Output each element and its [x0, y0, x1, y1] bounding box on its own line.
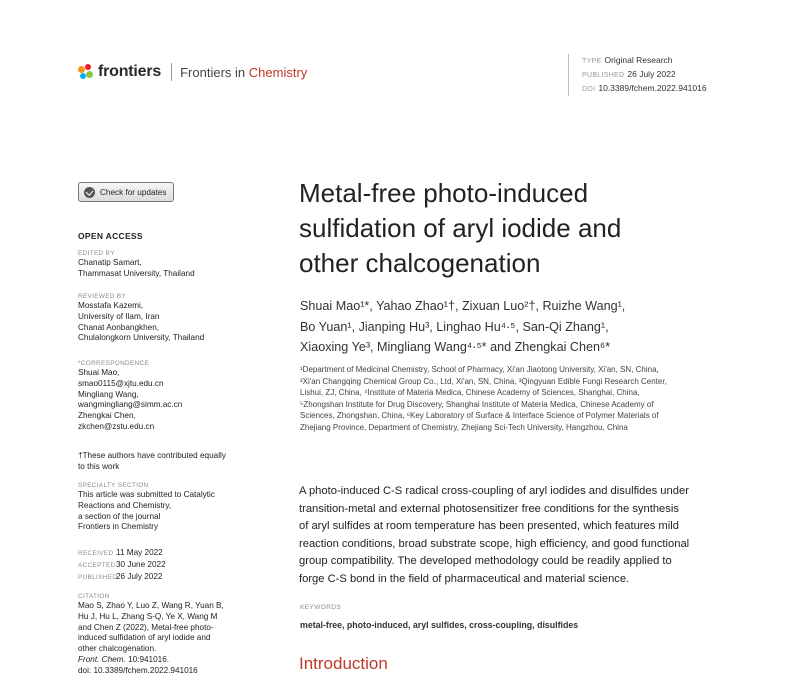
specialty-section: SPECIALTY SECTION This article was submitted to Catalytic Reactions and Chemistry, a section of the journal Frontiers in Chemistry: [78, 482, 258, 533]
equal-contribution-note: †These authors have contributed equally to this work: [78, 451, 226, 471]
meta-doi: DOI 10.3389/fchem.2022.941016: [582, 83, 707, 93]
journal-logo[interactable]: [78, 63, 307, 81]
logo-divider: [171, 63, 172, 81]
date-received: RECEIVED 11 May 2022: [78, 548, 163, 557]
date-accepted: ACCEPTED30 June 2022: [78, 559, 166, 569]
frontiers-logo-icon: [78, 64, 94, 80]
dates-section: [78, 548, 258, 583]
affiliations: ¹Department of Medicinal Chemistry, School of Pharmacy, Xi'an Jiaotong University, Xi'an, SN, China, ²Xi'an Changqing Chemical Group Co., Ltd, Xi'an, SN, China, ³Qingyuan Edible Fungi Research Center, Lishui, ZJ, China, ⁴Institute of Materia Medica, Chinese Academy of Sciences, Shanghai, China, ⁵Zhongshan Institute for Drug Discovery, Shanghai Institute of Materia Medica, Chinese Academy of Sciences, Zhongshan, China, ⁶Key Laboratory of Surface & Interface Science of Polymer Materials of Zhejiang Province, Department of Chemistry, Zhejiang Sci-Tech University, Hangzhou, China: [300, 365, 667, 432]
specialty-label: SPECIALTY SECTION: [78, 482, 149, 489]
meta-published: PUBLISHED 26 July 2022: [582, 69, 676, 79]
keywords: metal-free, photo-induced, aryl sulfides, cross-coupling, disulfides: [300, 620, 579, 630]
reviewer-line: University of Ilam, Iran: [78, 311, 160, 321]
citation-doi[interactable]: doi: 10.3389/fchem.2022.941016: [78, 665, 198, 675]
citation-section: CITATION Mao S, Zhao Y, Luo Z, Wang R, Yuan B, Hu J, Hu L, Zhang S-Q, Ye X, Wang M and Chen Z (2022), Metal-free photo- induced sulfidation of aryl iodide and other chalcogenation. Front. Chem. 10:941016. doi: 10.3389/fchem.2022.941016: [78, 593, 258, 677]
reviewer-line: Chanat Aonbangkhen,: [78, 322, 160, 332]
reviewed-by-label: REVIEWED BY: [78, 293, 127, 300]
logo-word: frontiers: [98, 63, 162, 80]
check-for-updates-button[interactable]: [78, 182, 174, 202]
corresponding-author: Shuai Mao,: [78, 368, 120, 377]
abstract: A photo-induced C-S radical cross-coupling of aryl iodides and disulfides under transition-metal and external photosensitizer free conditions for the synthesis of aryl sulfides at room temperature has been presented, which features mild reaction conditions, broad substrate scope, high efficiency, and good functional group compatibility. The developed methodology could be readily applied to forge C-S bond in the field of pharmaceutical and material science.: [299, 485, 690, 585]
author-list: Shuai Mao¹*, Yahao Zhao¹†, Zixuan Luo²†, Ruizhe Wang¹, Bo Yuan¹, Jianping Hu³, Linghao Hu⁴·⁵, San-Qi Zhang¹, Xiaoxing Ye³, Mingliang Wang⁴·⁵* and Zhengkai Chen⁶*: [300, 299, 626, 355]
corresponding-author: Mingliang Wang,: [78, 389, 139, 399]
editor-name: Chanatip Samart,: [78, 258, 142, 267]
editor-affiliation: Thammasat University, Thailand: [78, 268, 195, 278]
corresponding-author: Zhengkai Chen,: [78, 411, 136, 421]
edited-by-label: EDITED BY: [78, 250, 115, 257]
introduction-heading: Introduction: [299, 654, 388, 673]
correspondence-section: [78, 360, 258, 433]
check-icon: [84, 187, 95, 198]
open-access-label: OPEN ACCESS: [78, 231, 143, 241]
correspondence-label: *CORRESPONDENCE: [78, 360, 150, 367]
citation-label: CITATION: [78, 593, 110, 600]
date-published: PUBLISHED26 July 2022: [78, 571, 163, 581]
journal-name: [180, 65, 307, 80]
corresponding-email[interactable]: wangmingliang@simm.ac.cn: [78, 400, 183, 410]
edited-by-section: [78, 250, 258, 280]
reviewer-line: Chulalongkorn University, Thailand: [78, 333, 205, 343]
article-title: Metal-free photo-induced sulfidation of aryl iodide and other chalcogenation: [299, 178, 622, 278]
corresponding-email[interactable]: smao0115@xjtu.edu.cn: [78, 378, 164, 388]
corresponding-email[interactable]: zkchen@zstu.edu.cn: [78, 421, 155, 431]
keywords-label: KEYWORDS: [300, 604, 342, 611]
check-updates-label: Check for updates: [100, 187, 167, 197]
meta-type: TYPE Original Research: [582, 55, 673, 65]
reviewer-line: Mosstafa Kazemi,: [78, 301, 144, 310]
journal-accent: Chemistry: [248, 64, 308, 80]
journal-prefix: Frontiers in: [180, 64, 246, 80]
article-meta: [568, 54, 707, 96]
citation-journal-line: Front. Chem. 10:941016.: [78, 654, 170, 664]
reviewed-by-section: [78, 293, 258, 344]
